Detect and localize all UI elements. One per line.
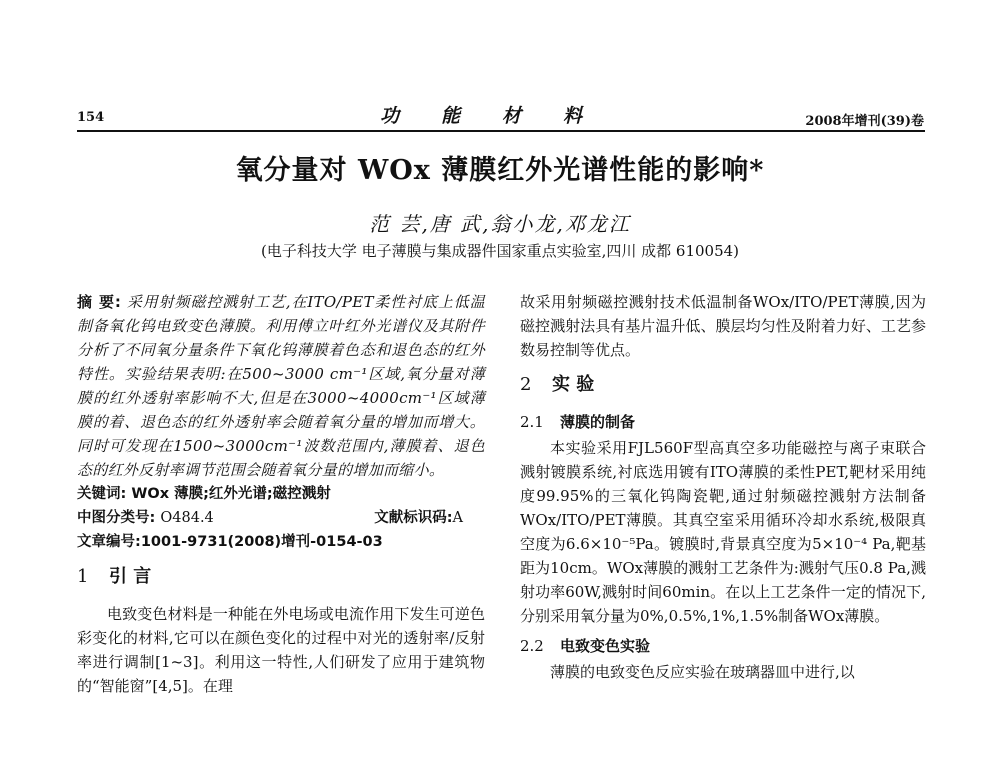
keywords-label: 关键词: xyxy=(77,486,127,502)
journal-name: 功能材料 xyxy=(380,105,625,127)
section-2-number: 2 xyxy=(520,374,532,395)
issue-info: 2008年增刊(39)卷 xyxy=(805,114,924,129)
keywords-text: WOx 薄膜;红外光谱;磁控溅射 xyxy=(131,486,331,502)
section-2-2-paragraph: 薄膜的电致变色反应实验在玻璃器皿中进行,以 xyxy=(550,663,855,681)
article-number-label: 文章编号: xyxy=(77,534,141,550)
classification-row xyxy=(77,506,485,530)
paper-title: 氧分量对 WOx 薄膜红外光谱性能的影响* xyxy=(235,155,765,186)
clc-label: 中图分类号: xyxy=(77,510,156,526)
section-2-1-title: 薄膜的制备 xyxy=(560,413,636,431)
affiliation: (电子科技大学 电子薄膜与集成器件国家重点实验室,四川 成都 610054) xyxy=(260,242,740,260)
page-number: 154 xyxy=(77,110,105,125)
section-1-heading xyxy=(77,564,485,590)
doc-code-value: A xyxy=(452,510,463,526)
section-2-2-number: 2.2 xyxy=(520,637,544,655)
header-rule xyxy=(77,130,925,132)
section-2-heading xyxy=(520,372,926,398)
doc-code xyxy=(374,506,485,530)
authors: 范 芸,唐 武,翁小龙,邓龙江 xyxy=(369,212,631,236)
abstract-label: 摘 要: xyxy=(77,293,122,311)
abstract-text: 采用射频磁控溅射工艺,在ITO/PET柔性衬底上低温制备氧化钨电致变色薄膜。利用傅立叶红外光谱仪及其附件分析了不同氧分量条件下氧化钨薄膜着色态和退色态的红外特性。实验结果表明:在500~3000 cm⁻¹区域,氧分量对薄膜的红外透射率影响不大,但是在3000~4000cm⁻¹区域薄膜的着、退色态的红外透射率会随着氧分量的增加而增大。同时可发现在1500~3000cm⁻¹波数范围内,薄膜着、退色态的红外反射率调节范围会随着氧分量的增加而缩小。 xyxy=(77,293,486,479)
section-2-2-title: 电致变色实验 xyxy=(560,637,651,655)
doc-code-label: 文献标识码: xyxy=(374,510,453,526)
section-2-1-number: 2.1 xyxy=(520,413,544,431)
section-1-number: 1 xyxy=(77,566,89,587)
keywords xyxy=(77,482,485,506)
left-column xyxy=(77,290,485,698)
clc-value: O484.4 xyxy=(160,510,214,526)
article-number xyxy=(77,530,485,554)
section-2-1-paragraph: 本实验采用FJL560F型高真空多功能磁控与离子束联合溅射镀膜系统,衬底选用镀有ITO薄膜的柔性PET,靶材采用纯度99.95%的三氧化钨陶瓷靶,通过射频磁控溅射方法制备WOx/ITO/PET薄膜。其真空室采用循环冷却水系统,极限真空度为6.6×10⁻⁵Pa。镀膜时,背景真空度为5×10⁻⁴ Pa,靶基距为10cm。WOx薄膜的溅射工艺条件为:溅射气压0.8 Pa,溅射功率60W,溅射时间60min。在以上工艺条件一定的情况下,分别采用氧分量为0%,0.5%,1%,1.5%制备WOx薄膜。 xyxy=(520,439,926,625)
section-1-title: 引 言 xyxy=(109,566,152,587)
right-column xyxy=(520,290,926,684)
article-number-value: 1001-9731(2008)增刊-0154-03 xyxy=(140,534,383,550)
section-2-title: 实 验 xyxy=(552,374,595,395)
section-2-2-heading xyxy=(520,634,926,658)
clc xyxy=(77,506,214,530)
right-intro-paragraph: 故采用射频磁控溅射技术低温制备WOx/ITO/PET薄膜,因为磁控溅射法具有基片温升低、膜层均匀性及附着力好、工艺参数易控制等优点。 xyxy=(520,293,926,359)
abstract xyxy=(77,290,485,482)
section-1-paragraph: 电致变色材料是一种能在外电场或电流作用下发生可逆色彩变化的材料,它可以在颜色变化的过程中对光的透射率/反射率进行调制[1~3]。利用这一特性,人们研发了应用于建筑物的“智能窗”[4,5]。在理 xyxy=(77,605,485,695)
section-2-1-heading xyxy=(520,410,926,434)
